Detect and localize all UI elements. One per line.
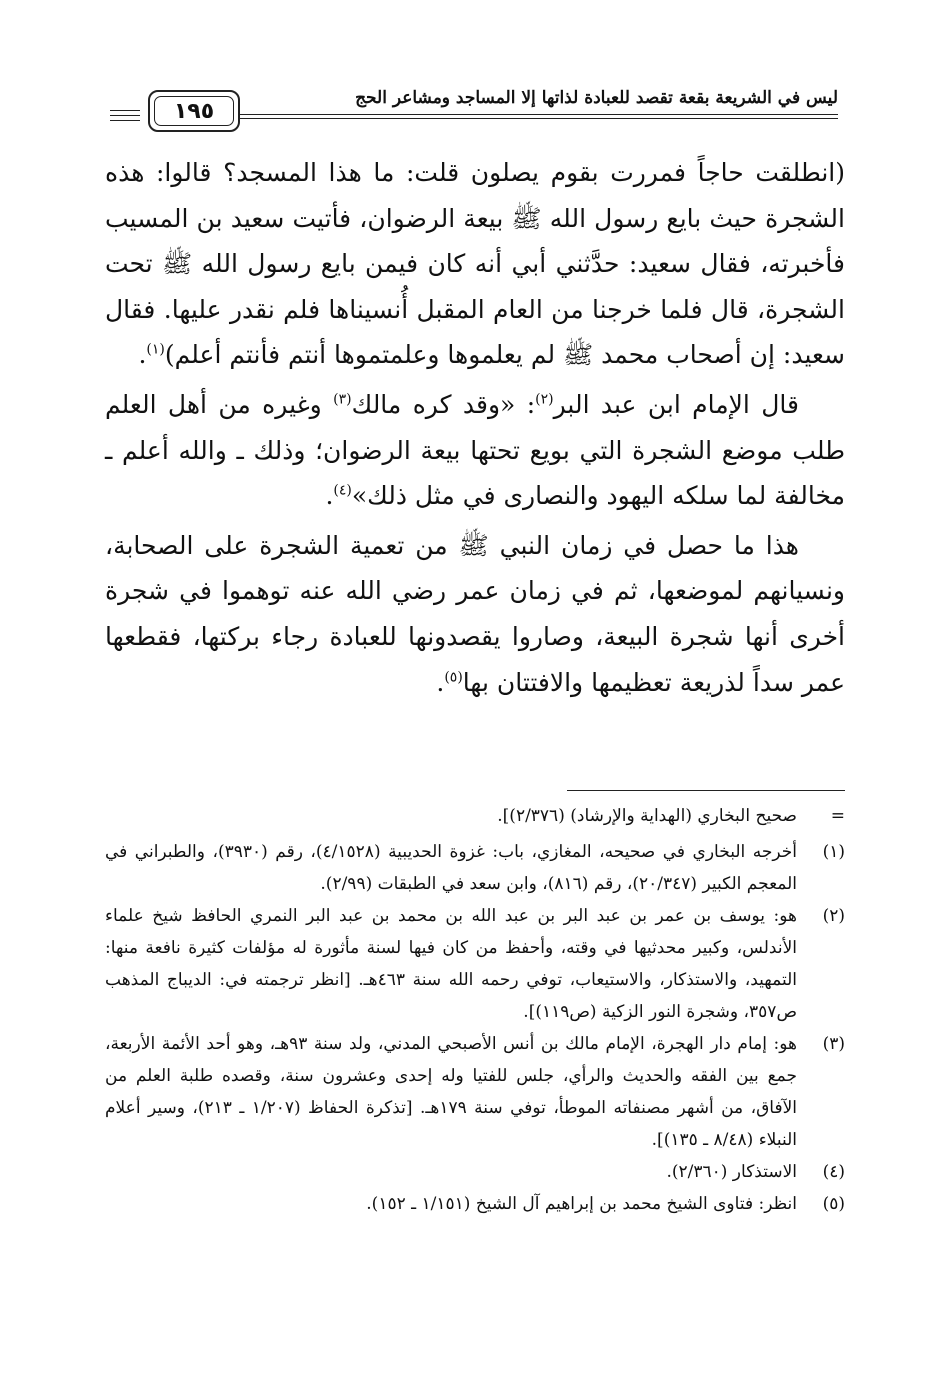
header-rule	[238, 118, 838, 119]
paragraph-3-text: هذا ما حصل في زمان النبي ﷺ من تعمية الشجرة على الصحابة، ونسيانهم لموضعها، ثم في زمان عمر رضي الله عنه توهموا في شجرة أخرى أنها شجرة البيعة، وصاروا يقصدونها للعبادة رجاء بركتها، فقطعها عمر سداً لذريعة تعظيمها والافتتان بها	[105, 530, 845, 697]
footnote-ref-2: (٢)	[535, 391, 554, 408]
running-title: ليس في الشريعة بقعة تقصد للعبادة لذاتها إلا المساجد ومشاعر الحج	[355, 88, 838, 108]
footnote-marker: (٥)	[822, 1194, 845, 1214]
footnote-item	[105, 836, 845, 900]
footnote-marker: (٤)	[822, 1162, 845, 1182]
paragraph-3	[105, 523, 845, 705]
footnote-marker: (١)	[822, 842, 845, 862]
footnote-text: هو: يوسف بن عمر بن عبد البر بن عبد الله بن محمد بن عبد البر النمري الحافظ شيخ علماء الأندلس، وكبير محدثيها في وقته، وأحفظ من كان فيها لسنة مأثورة له مؤلفات كثيرة نافعة منها: التمهيد، والاستذكار، والاستيعاب، توفي رحمه الله سنة ٤٦٣هـ. [انظر ترجمته في: الديباج المذهب ص٣٥٧، وشجرة النور الزكية (ص١١٩)].	[105, 906, 797, 1022]
footnote-text: هو: إمام دار الهجرة، الإمام مالك بن أنس الأصبحي المدني، ولد سنة ٩٣هـ، وهو أحد الأئمة الأربعة، جمع بين الفقه والحديث والرأي، جلس للفتيا وله إحدى وعشرون سنة، وقصده طلبة العلم من الآفاق، من أشهر مصنفاته الموطأ، توفي سنة ١٧٩هـ. [تذكرة الحفاظ (١/٢٠٧ ـ ٢١٣)، وسير أعلام النبلاء (٨/٤٨ ـ ١٣٥)].	[105, 1034, 797, 1150]
paragraph-1-end: .	[138, 340, 147, 370]
footnote-marker: (٣)	[822, 1034, 845, 1054]
header-ornament-rule	[110, 120, 140, 121]
page-number: ١٩٥	[173, 98, 215, 124]
footnote-item	[105, 1188, 845, 1220]
paragraph-2-text-a: قال الإمام ابن عبد البر	[553, 389, 799, 419]
footnote-text: أخرجه البخاري في صحيحه، المغازي، باب: غزوة الحديبية (٤/١٥٢٨)، رقم (٣٩٣٠)، والطبراني في المعجم الكبير (٢٠/٣٤٧)، رقم (٨١٦)، وابن سعد في الطبقات (٢/٩٩).	[105, 842, 797, 894]
footnote-item	[105, 1156, 845, 1188]
footnote-marker: (٢)	[822, 906, 845, 926]
main-text	[105, 150, 845, 705]
header-ornament-rule	[110, 110, 140, 111]
paragraph-1	[105, 150, 845, 378]
paragraph-3-end: .	[436, 667, 445, 697]
footnote-ref-5: (٥)	[444, 669, 463, 686]
footnote-ref-1: (١)	[146, 342, 165, 359]
footnote-text: انظر: فتاوى الشيخ محمد بن إبراهيم آل الشيخ (١/١٥١ ـ ١٥٢).	[366, 1194, 797, 1214]
footnote-item	[105, 1028, 845, 1156]
footnote-text: الاستذكار (٢/٣٦٠).	[666, 1162, 797, 1182]
page-header	[110, 78, 838, 138]
paragraph-1-text: (انطلقت حاجاً فمررت بقوم يصلون قلت: ما هذا المسجد؟ قالوا: هذه الشجرة حيث بايع رسول الله ﷺ بيعة الرضوان، فأتيت سعيد بن المسيب فأخبرته، فقال سعيد: حدَّثني أبي أنه كان فيمن بايع رسول الله ﷺ تحت الشجرة، قال فلما خرجنا من العام المقبل أُنسيناها فلم نقدر عليها. فقال سعيد: إن أصحاب محمد ﷺ لم يعلموها وعلمتموها أنتم فأنتم أعلم)	[105, 158, 845, 370]
paragraph-2-text-c: وغيره من أهل العلم طلب موضع الشجرة التي بويع تحتها بيعة الرضوان؛ وذلك ـ والله أعلم ـ مخالفة لما سلكه اليهود والنصارى في مثل ذلك»	[105, 389, 845, 511]
paragraph-2-end: .	[325, 481, 334, 511]
header-ornament-rule	[110, 115, 140, 116]
footnote-ref-3: (٣)	[333, 391, 352, 408]
paragraph-2	[105, 382, 845, 519]
footnote-continuation	[105, 800, 845, 832]
footnote-item	[105, 900, 845, 1028]
page-number-frame	[148, 90, 240, 132]
footnote-continuation-text: صحيح البخاري (الهداية والإرشاد) (٢/٣٧٦)].	[497, 806, 797, 826]
paragraph-2-text-b: : «وقد كره مالك	[351, 389, 536, 419]
footnote-continuation-marker: =	[830, 806, 845, 826]
footnote-separator	[567, 790, 845, 791]
header-rule	[238, 114, 838, 115]
footnote-ref-4: (٤)	[333, 482, 352, 499]
footnotes	[105, 800, 845, 1220]
